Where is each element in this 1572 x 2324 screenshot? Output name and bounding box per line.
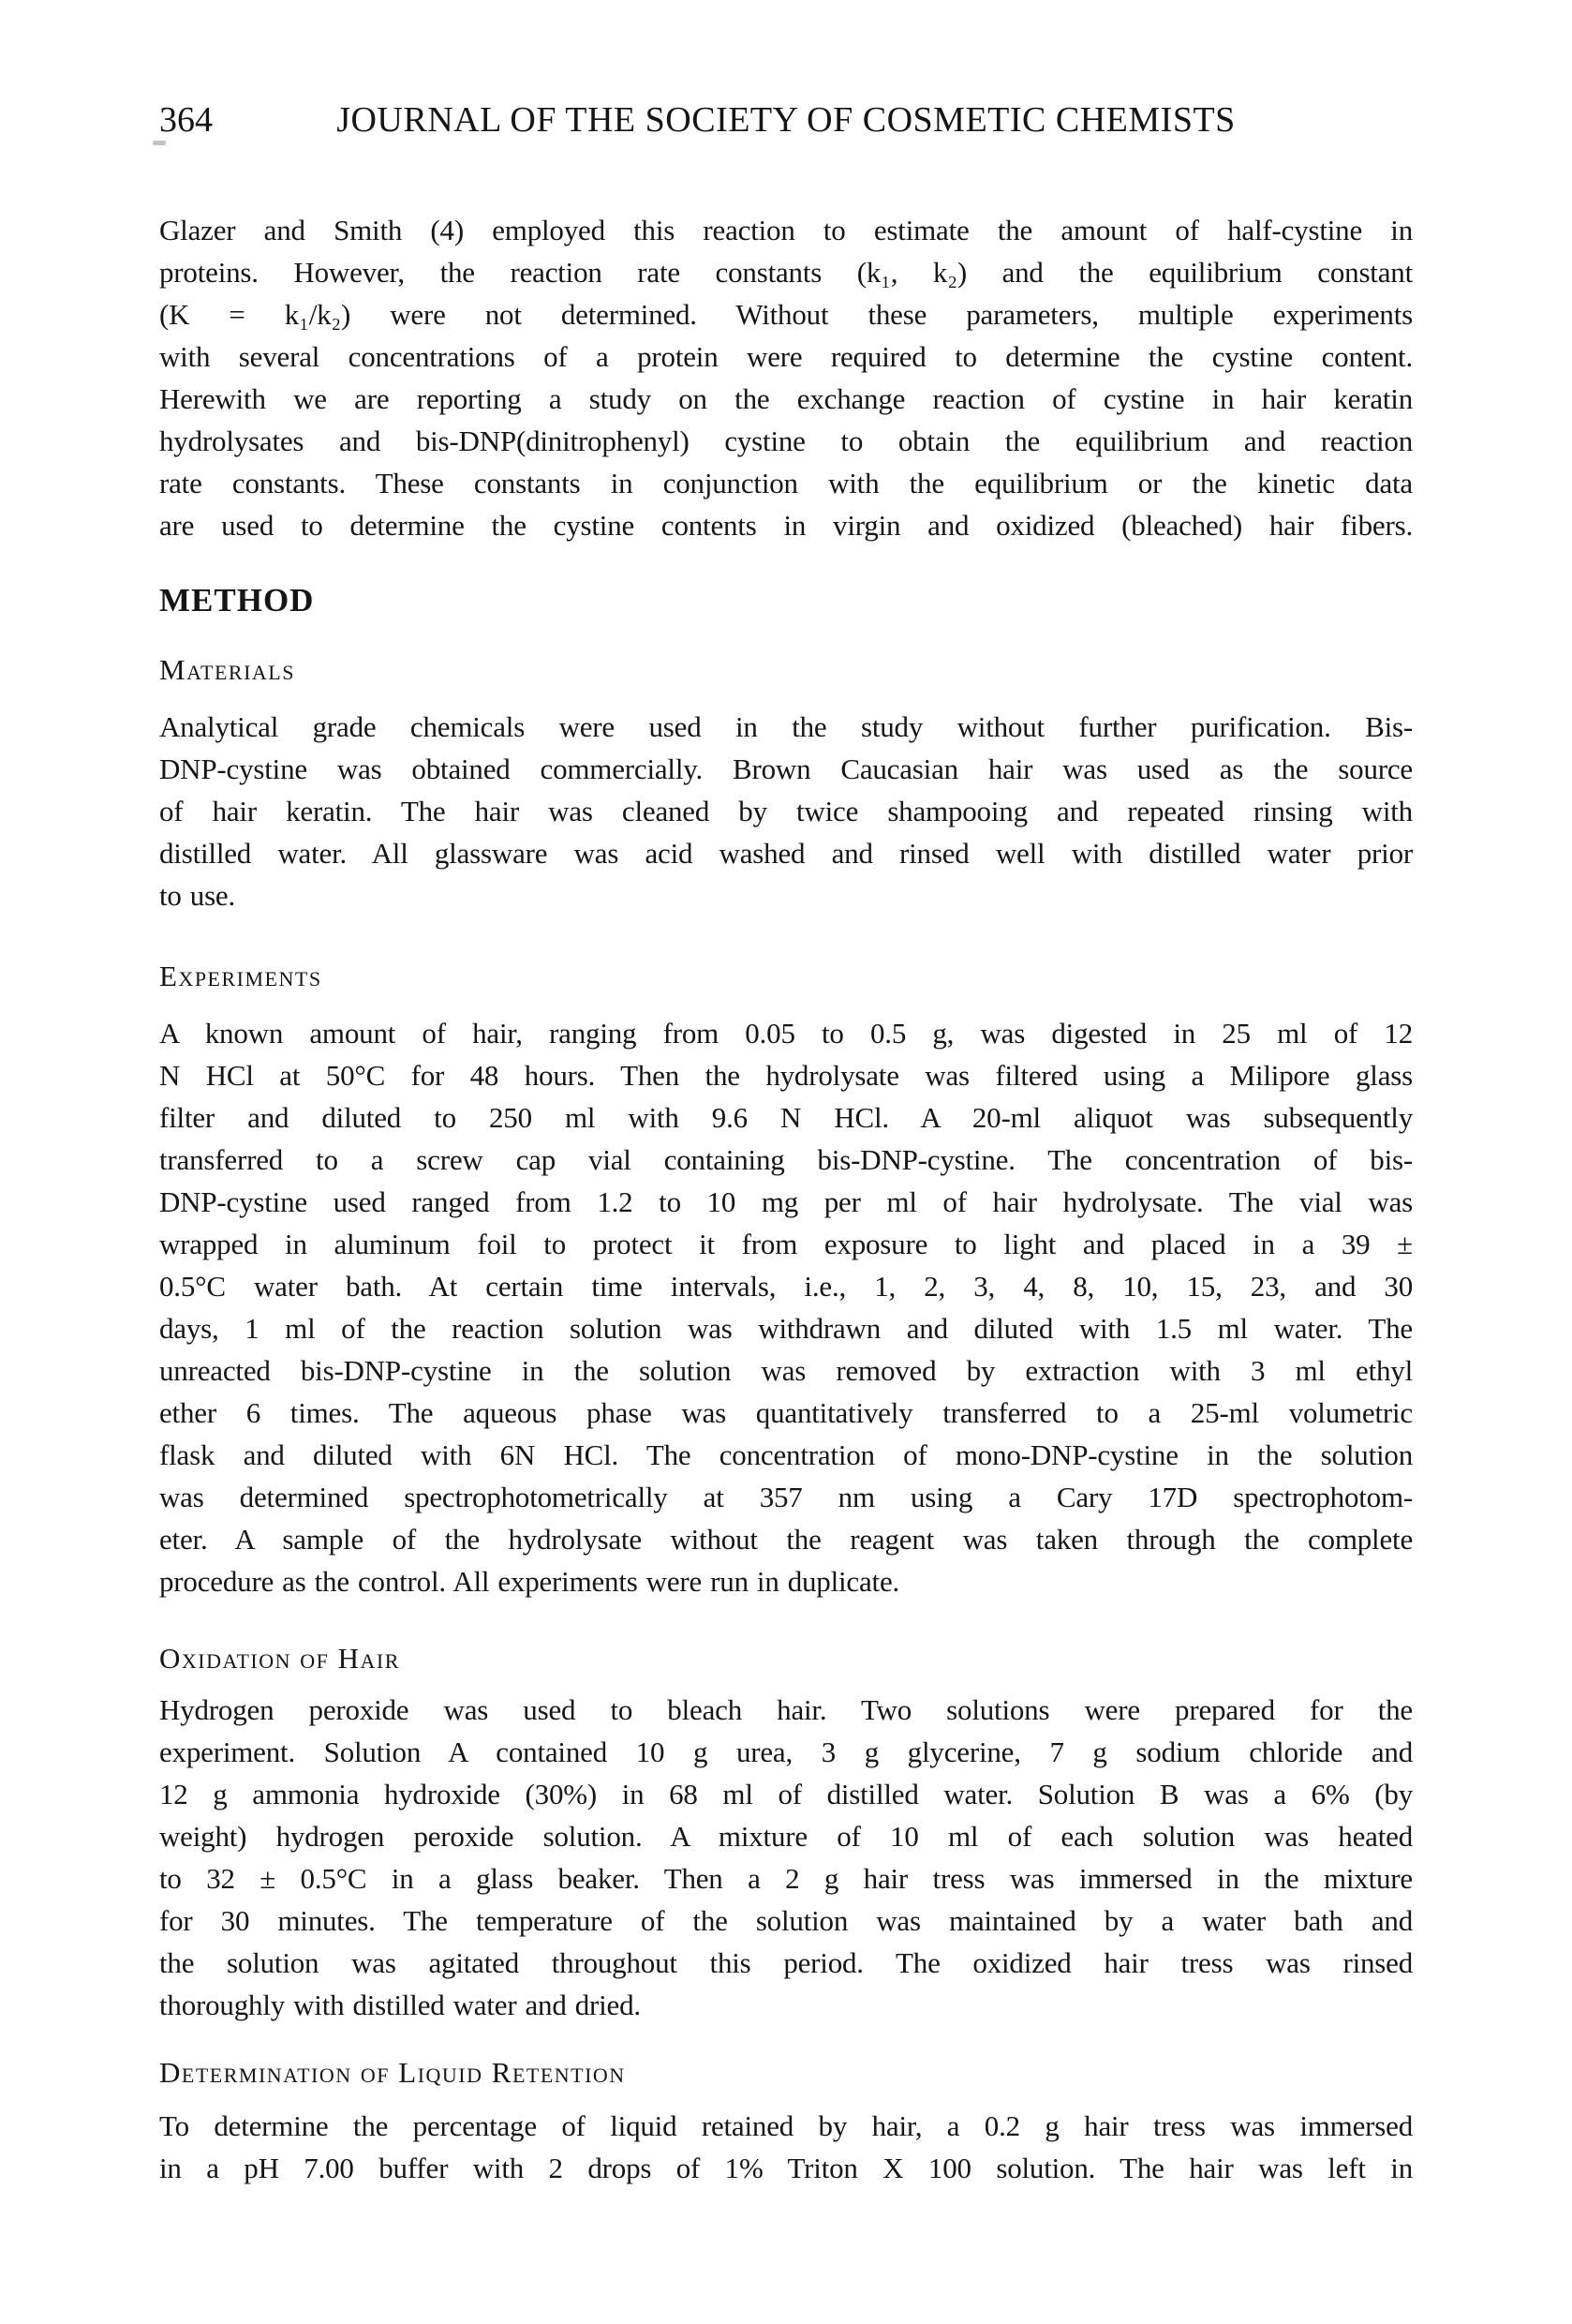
text-line: experiment. Solution A contained 10 g urea, 3 g glycerine, 7 g sodium chloride and bbox=[159, 1736, 1413, 1768]
text-line: DNP-cystine used ranged from 1.2 to 10 mg per ml of hair hydrolysate. The vial was bbox=[159, 1185, 1413, 1218]
text-line: thoroughly with distilled water and dried. bbox=[159, 1989, 641, 2021]
text-line: A known amount of hair, ranging from 0.05 to 0.5 g, was digested in 25 ml of 12 bbox=[159, 1017, 1413, 1050]
text-line: proteins. However, the reaction rate constants (k₁, k₂) and the equilibrium constant bbox=[159, 256, 1413, 289]
text-line: hydrolysates and bis-DNP(dinitrophenyl) cystine to obtain the equilibrium and reaction bbox=[159, 425, 1413, 457]
paragraph-experiments bbox=[159, 1012, 1413, 1602]
text-line: filter and diluted to 250 ml with 9.6 N HCl. A 20-ml aliquot was subsequently bbox=[159, 1101, 1413, 1134]
journal-title: JOURNAL OF THE SOCIETY OF COSMETIC CHEMISTS bbox=[336, 100, 1236, 140]
text-line: in a pH 7.00 buffer with 2 drops of 1% Triton X 100 solution. The hair was left in bbox=[159, 2152, 1413, 2184]
text-line: ether 6 times. The aqueous phase was quantitatively transferred to a 25-ml volumetric bbox=[159, 1396, 1413, 1429]
paragraph-intro-1 bbox=[159, 209, 1413, 378]
text-line: transferred to a screw cap vial containing bis-DNP-cystine. The concentration of bis- bbox=[159, 1143, 1413, 1176]
subsection-heading-materials: Materials bbox=[159, 653, 295, 686]
subsection-heading-liquid-retention: Determination of Liquid Retention bbox=[159, 2056, 626, 2089]
text-line: of hair keratin. The hair was cleaned by twice shampooing and repeated rinsing with bbox=[159, 795, 1413, 827]
text-line: Hydrogen peroxide was used to bleach hair. Two solutions were prepared for the bbox=[159, 1693, 1413, 1726]
text-line: to 32 ± 0.5°C in a glass beaker. Then a 2 g hair tress was immersed in the mixture bbox=[159, 1862, 1413, 1895]
text-line: eter. A sample of the hydrolysate without the reagent was taken through the complete bbox=[159, 1523, 1413, 1556]
text-line: distilled water. All glassware was acid washed and rinsed well with distilled water prior bbox=[159, 837, 1413, 870]
text-line: are used to determine the cystine contents in virgin and oxidized (bleached) hair fibers. bbox=[159, 509, 1413, 542]
subsection-heading-experiments: Experiments bbox=[159, 960, 322, 992]
text-line: (K = k₁/k₂) were not determined. Without these parameters, multiple experiments bbox=[159, 298, 1413, 331]
page-number: 364 bbox=[159, 100, 213, 140]
text-line: Glazer and Smith (4) employed this reaction to estimate the amount of half-cystine in bbox=[159, 214, 1413, 246]
text-line: weight) hydrogen peroxide solution. A mixture of 10 ml of each solution was heated bbox=[159, 1820, 1413, 1853]
text-line: rate constants. These constants in conjunction with the equilibrium or the kinetic data bbox=[159, 467, 1413, 499]
paragraph-oxidation bbox=[159, 1689, 1413, 2026]
text-line: N HCl at 50°C for 48 hours. Then the hydrolysate was filtered using a Milipore glass bbox=[159, 1059, 1413, 1092]
text-line: was determined spectrophotometrically at 357 nm using a Cary 17D spectrophotom- bbox=[159, 1481, 1413, 1513]
text-line: days, 1 ml of the reaction solution was withdrawn and diluted with 1.5 ml water. The bbox=[159, 1312, 1413, 1345]
page-header bbox=[159, 98, 1413, 142]
text-line: wrapped in aluminum foil to protect it from exposure to light and placed in a 39 ± bbox=[159, 1228, 1413, 1260]
text-line: flask and diluted with 6N HCl. The concentration of mono-DNP-cystine in the solution bbox=[159, 1438, 1413, 1471]
text-line: 12 g ammonia hydroxide (30%) in 68 ml of distilled water. Solution B was a 6% (by bbox=[159, 1778, 1413, 1810]
page-content bbox=[159, 98, 1413, 2189]
text-line: for 30 minutes. The temperature of the solution was maintained by a water bath and bbox=[159, 1904, 1413, 1937]
paragraph-materials bbox=[159, 706, 1413, 916]
section-heading-method: METHOD bbox=[159, 582, 315, 618]
text-line: Analytical grade chemicals were used in the study without further purification. Bis- bbox=[159, 710, 1413, 743]
text-line: DNP-cystine was obtained commercially. Brown Caucasian hair was used as the source bbox=[159, 752, 1413, 785]
text-line: To determine the percentage of liquid retained by hair, a 0.2 g hair tress was immersed bbox=[159, 2109, 1413, 2142]
text-line: the solution was agitated throughout this period. The oxidized hair tress was rinsed bbox=[159, 1946, 1413, 1979]
text-line: unreacted bis-DNP-cystine in the solution was removed by extraction with 3 ml ethyl bbox=[159, 1354, 1413, 1387]
text-line: procedure as the control. All experiments were run in duplicate. bbox=[159, 1565, 900, 1598]
paragraph-intro-2 bbox=[159, 378, 1413, 546]
paragraph-liquid-retention bbox=[159, 2105, 1413, 2189]
text-line: 0.5°C water bath. At certain time intervals, i.e., 1, 2, 3, 4, 8, 10, 15, 23, and 30 bbox=[159, 1270, 1413, 1303]
text-line: to use. bbox=[159, 879, 236, 912]
subsection-heading-oxidation-of-hair: Oxidation of Hair bbox=[159, 1642, 400, 1675]
text-line: Herewith we are reporting a study on the exchange reaction of cystine in hair keratin bbox=[159, 382, 1413, 415]
text-line: with several concentrations of a protein were required to determine the cystine content. bbox=[159, 340, 1413, 373]
